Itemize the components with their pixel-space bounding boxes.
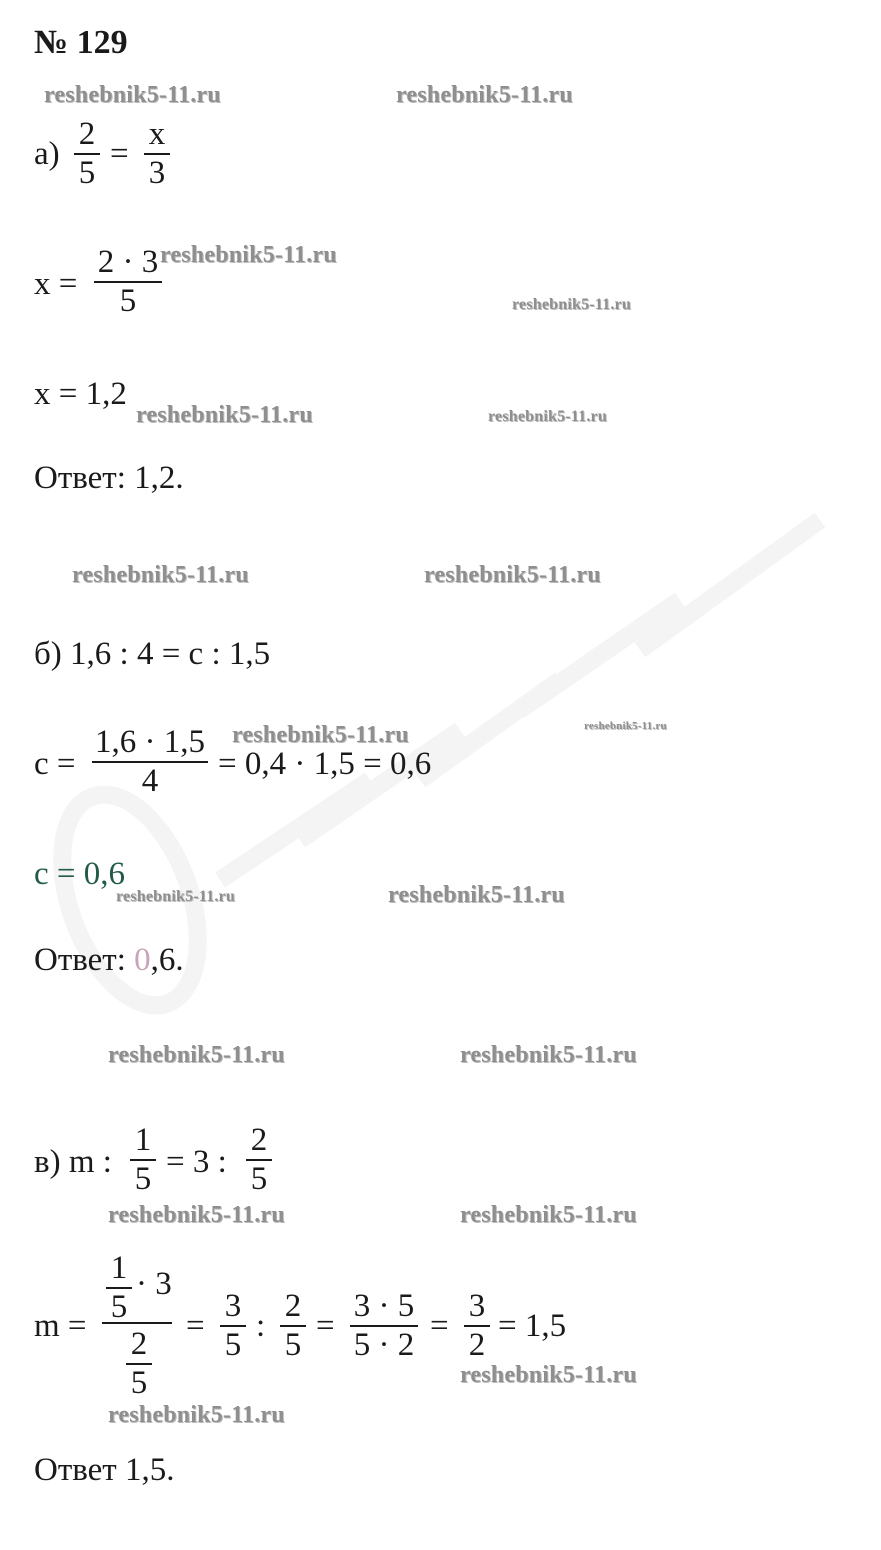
denominator: 3 <box>148 155 166 191</box>
watermark-text: reshebnik5-11.ru <box>108 1402 285 1428</box>
fraction <box>220 1290 246 1362</box>
numerator: 1 <box>110 1250 128 1286</box>
watermark-text: reshebnik5-11.ru <box>424 562 601 588</box>
numerator: 3 <box>468 1288 486 1324</box>
watermark-text: reshebnik5-11.ru <box>72 562 249 588</box>
watermark-text: reshebnik5-11.ru <box>44 82 221 108</box>
equals-sign: = <box>430 1308 449 1344</box>
watermark-text: reshebnik5-11.ru <box>108 1042 285 1068</box>
watermark-text: reshebnik5-11.ru <box>460 1362 637 1388</box>
watermark-text: reshebnik5-11.ru <box>116 888 235 905</box>
fraction <box>94 246 162 318</box>
numerator: x <box>148 116 166 152</box>
watermark-text: reshebnik5-11.ru <box>108 1202 285 1228</box>
part-c-label: в) m : <box>34 1144 112 1180</box>
numerator: 2 <box>130 1326 148 1362</box>
equation-result: = 1,5 <box>498 1308 567 1344</box>
watermark-text: reshebnik5-11.ru <box>232 722 409 748</box>
fraction <box>246 1124 272 1196</box>
fraction <box>74 118 100 190</box>
equals-sign: = <box>316 1308 335 1344</box>
watermark-text: reshebnik5-11.ru <box>160 242 337 268</box>
numerator: 3 · 5 <box>353 1288 415 1324</box>
part-b-proportion: б) 1,6 : 4 = c : 1,5 <box>34 636 271 672</box>
multiplier: · 3 <box>136 1266 172 1302</box>
answer-prefix: Ответ: <box>34 942 135 978</box>
fraction <box>280 1290 306 1362</box>
numerator: 2 <box>250 1122 268 1158</box>
numerator: 2 <box>78 116 96 152</box>
equation-lhs: c = <box>34 746 76 782</box>
answer-b <box>34 944 184 977</box>
numerator: 2 <box>284 1288 302 1324</box>
denominator: 5 · 2 <box>353 1327 415 1363</box>
numerator: 1 <box>134 1122 152 1158</box>
watermark-text: reshebnik5-11.ru <box>388 882 565 908</box>
watermark-text: reshebnik5-11.ru <box>396 82 573 108</box>
answer-rest: ,6. <box>150 942 184 978</box>
denominator: 5 <box>130 1365 148 1401</box>
watermark-text: reshebnik5-11.ru <box>136 402 313 428</box>
fraction <box>464 1290 490 1362</box>
answer-digit: 0 <box>134 942 151 978</box>
equation-middle: = 3 : <box>166 1144 227 1180</box>
equation-lhs: x = <box>34 266 78 302</box>
denominator: 5 <box>250 1161 268 1197</box>
denominator: 5 <box>119 283 137 319</box>
problem-number: № 129 <box>34 24 128 61</box>
answer-a: Ответ: 1,2. <box>34 460 184 496</box>
watermark-text: reshebnik5-11.ru <box>488 408 607 425</box>
denominator: 5 <box>284 1327 302 1363</box>
equation-result: x = 1,2 <box>34 376 127 412</box>
fraction <box>144 118 170 190</box>
fraction <box>106 1252 132 1324</box>
fraction <box>126 1328 152 1400</box>
equation-result: c = 0,6 <box>34 856 126 892</box>
part-a-label: а) <box>34 136 60 172</box>
denominator: 5 <box>110 1289 128 1325</box>
fraction <box>350 1290 418 1362</box>
fraction <box>92 726 208 798</box>
equation-rhs: = 0,4 · 1,5 = 0,6 <box>218 746 432 782</box>
main-fraction-bar <box>102 1322 172 1324</box>
numerator: 2 · 3 <box>97 244 159 280</box>
watermark-text: reshebnik5-11.ru <box>512 296 631 313</box>
answer-c: Ответ 1,5. <box>34 1452 175 1488</box>
watermark-text: reshebnik5-11.ru <box>584 720 667 732</box>
equation-lhs: m = <box>34 1308 87 1344</box>
equals-sign: = <box>110 136 129 172</box>
numerator: 1,6 · 1,5 <box>95 724 205 760</box>
denominator: 5 <box>134 1161 152 1197</box>
colon-sign: : <box>256 1308 266 1344</box>
watermark-text: reshebnik5-11.ru <box>460 1042 637 1068</box>
denominator: 5 <box>224 1327 242 1363</box>
numerator: 3 <box>224 1288 242 1324</box>
watermark-text: reshebnik5-11.ru <box>460 1202 637 1228</box>
denominator: 2 <box>468 1327 486 1363</box>
denominator: 5 <box>78 155 96 191</box>
equals-sign: = <box>186 1308 205 1344</box>
fraction <box>130 1124 156 1196</box>
denominator: 4 <box>141 763 159 799</box>
